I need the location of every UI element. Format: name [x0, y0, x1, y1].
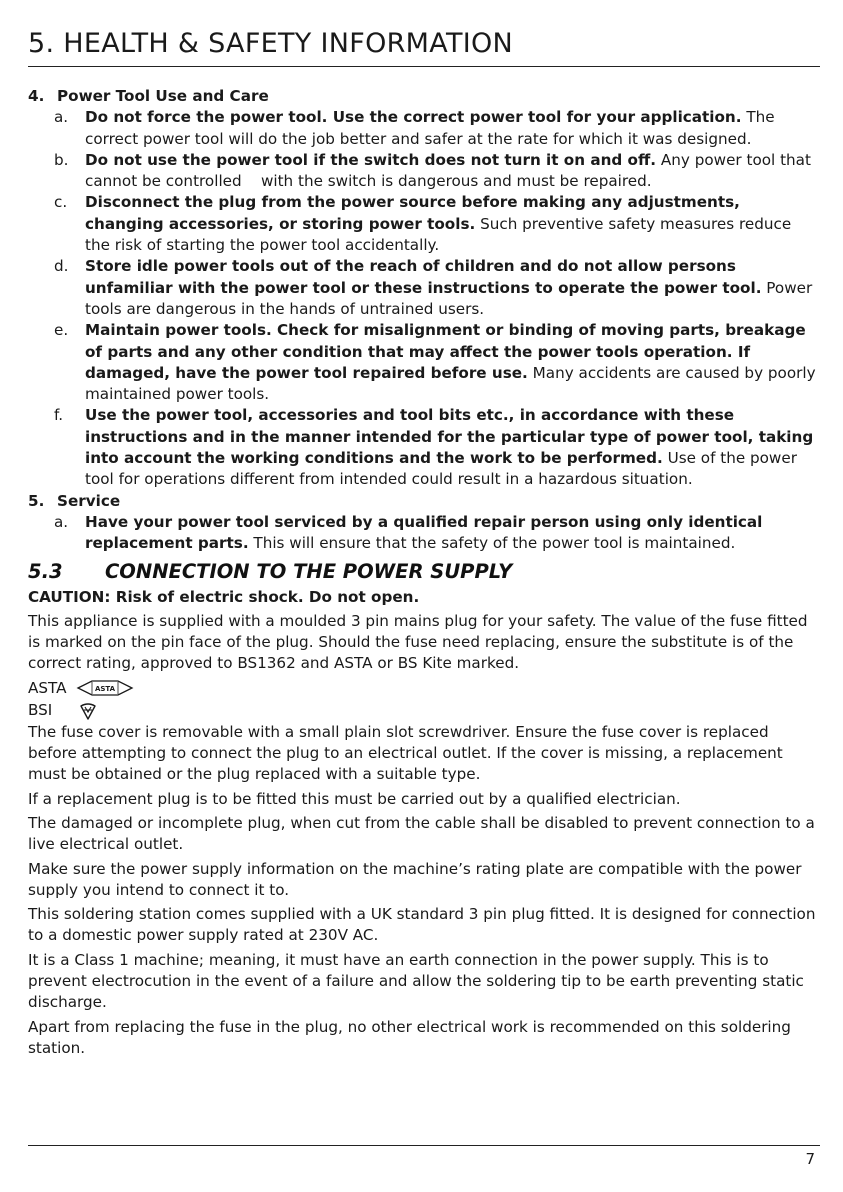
electrical-work-paragraph: Apart from replacing the fuse in the plug, no other electrical work is recommended on this soldering station. — [28, 1017, 791, 1057]
list-item — [28, 107, 820, 150]
bsi-kitemark-icon — [78, 701, 98, 727]
item-bold-text: Store idle power tools out of the reach of children and do not allow persons unfamiliar with the power tool or these instructions to operate the power tool. — [85, 257, 762, 297]
section-5-heading-text: Service — [57, 491, 121, 510]
asta-mark-row — [28, 678, 820, 699]
footer-divider — [28, 1145, 820, 1146]
header-divider — [28, 66, 820, 67]
section-5-3-title — [28, 559, 820, 585]
asta-mark-text: ASTA — [94, 684, 116, 693]
item-bold-text: Use the power tool, accessories and tool bits etc., in accordance with these instructions and in the manner intended for the particular type of power tool, taking into account the working conditions and the work to be performed. — [85, 406, 814, 468]
page-header — [28, 26, 820, 62]
document-body — [28, 86, 820, 1062]
page-number: 7 — [805, 1150, 815, 1168]
list-item — [28, 320, 820, 405]
item-text: Power tools are dangerous in the hands of untrained users. — [85, 278, 813, 318]
item-bold-text: Do not force the power tool. Use the correct power tool for your application. — [85, 108, 742, 127]
item-text: The correct power tool will do the job better and safer at the rate for which it was designed. — [85, 108, 775, 148]
intro-paragraph: This appliance is supplied with a moulded 3 pin mains plug for your safety. The value of the fuse fitted is marked on the pin face of the plug. Should the fuse need replacing, ensure the substitute is of the correct rating, approved to BS1362 and ASTA or BS Kite marked. — [28, 611, 808, 673]
class-1-paragraph: It is a Class 1 machine; meaning, it must have an earth connection in the power supply. This is to prevent electrocution in the event of a failure and allow the soldering tip to be earth preventing static discharge. — [28, 950, 804, 1012]
replacement-plug-paragraph: If a replacement plug is to be fitted this must be carried out by a qualified electrician. — [28, 789, 681, 808]
page-title: 5. HEALTH & SAFETY INFORMATION — [28, 28, 514, 59]
bsi-label: BSI — [28, 700, 53, 719]
section-5-3-number: 5.3 — [28, 559, 63, 583]
caution-text: CAUTION: Risk of electric shock. Do not open. — [28, 587, 420, 606]
list-item — [28, 512, 820, 555]
fuse-cover-paragraph: The fuse cover is removable with a small plain slot screwdriver. Ensure the fuse cover is replaced before attempting to connect the plug to an electrical outlet. If the cover is missing, a replacement must be obtained or the plug replaced with a suitable type. — [28, 722, 783, 784]
item-letter: a. — [54, 512, 69, 531]
asta-label: ASTA — [28, 678, 67, 697]
item-letter: e. — [54, 321, 69, 340]
section-4-heading-text: Power Tool Use and Care — [57, 87, 269, 105]
section-4-number: 4. — [28, 87, 45, 105]
item-text: Any power tool that cannot be controlled with the switch is dangerous and must be repaired. — [85, 150, 816, 191]
list-item — [28, 150, 820, 193]
section-5-3-title-text: CONNECTION TO THE POWER SUPPLY — [105, 559, 513, 583]
item-text: Many accidents are caused by poorly maintained power tools. — [85, 363, 816, 404]
item-bold-text: Disconnect the plug from the power source before making any adjustments, changing accessories, or storing power tools. — [85, 193, 740, 233]
item-bold-text: Do not use the power tool if the switch does not turn it on and off. — [85, 150, 657, 169]
item-letter: c. — [54, 193, 68, 212]
rating-plate-paragraph: Make sure the power supply information on the machine’s rating plate are compatible with the power supply you intend to connect it to. — [28, 859, 802, 899]
item-letter: d. — [54, 257, 69, 276]
section-5-heading — [28, 491, 820, 512]
item-letter: f. — [54, 406, 64, 425]
section-4-heading — [28, 86, 820, 107]
item-text: Use of the power tool for operations different from intended could result in a hazardous situation. — [85, 449, 797, 489]
item-text: This will ensure that the safety of the power tool is maintained. — [248, 534, 736, 553]
item-letter: a. — [54, 108, 69, 127]
list-item — [28, 192, 820, 256]
list-item — [28, 405, 820, 490]
item-bold-text: Maintain power tools. Check for misalignment or binding of moving parts, breakage of parts and any other condition that may affect the power tools operation. If damaged, have the power tool repaired before use. — [85, 321, 806, 382]
uk-plug-paragraph: This soldering station comes supplied with a UK standard 3 pin plug fitted. It is designed for connection to a domestic power supply rated at 230V AC. — [28, 905, 816, 945]
item-bold-text: Have your power tool serviced by a qualified repair person using only identical replacement parts. — [85, 512, 763, 553]
section-5-number: 5. — [28, 491, 45, 510]
damaged-plug-paragraph: The damaged or incomplete plug, when cut from the cable shall be disabled to prevent connection to a live electrical outlet. — [28, 813, 815, 854]
item-letter: b. — [54, 150, 69, 169]
bsi-mark-row — [28, 700, 820, 721]
item-text: Such preventive safety measures reduce the risk of starting the power tool accidentally. — [85, 214, 792, 255]
list-item — [28, 256, 820, 320]
